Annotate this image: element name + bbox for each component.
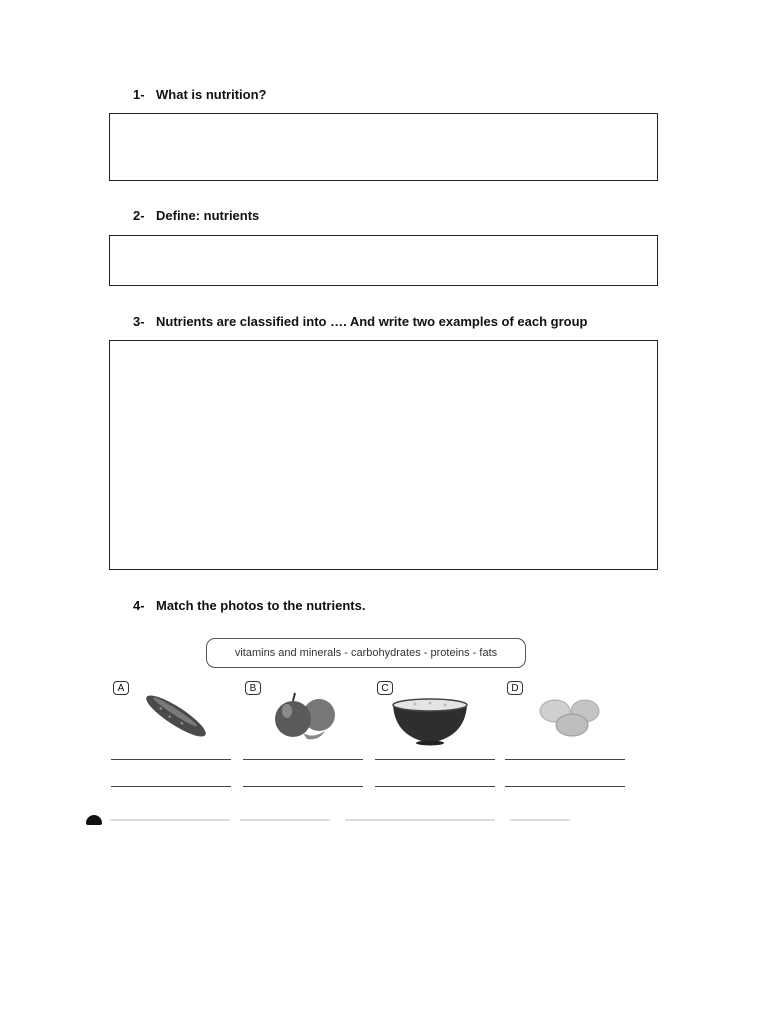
answer-line[interactable]	[111, 759, 231, 760]
bullet-mark	[86, 815, 102, 825]
question-4	[133, 598, 365, 613]
question-number: 4-	[133, 598, 145, 613]
rice-bowl-icon	[375, 683, 495, 749]
answer-line[interactable]	[111, 786, 231, 787]
answer-line[interactable]	[375, 786, 495, 787]
match-item-b	[243, 681, 365, 791]
answer-box-3[interactable]	[109, 340, 658, 570]
eggs-icon	[505, 683, 625, 749]
answer-line[interactable]	[505, 786, 625, 787]
match-item-a	[111, 681, 233, 791]
apples-icon	[243, 683, 363, 749]
cucumber-icon	[111, 683, 231, 749]
match-item-d	[505, 681, 627, 791]
question-number: 2-	[133, 208, 145, 223]
answer-box-1[interactable]	[109, 113, 658, 181]
answer-box-2[interactable]	[109, 235, 658, 286]
answer-line[interactable]	[243, 759, 363, 760]
answer-line[interactable]	[505, 759, 625, 760]
item-letter: D	[507, 681, 523, 695]
question-2	[133, 208, 259, 223]
question-text: Match the photos to the nutrients.	[156, 598, 366, 613]
item-letter: A	[113, 681, 129, 695]
question-number: 1-	[133, 87, 145, 102]
faint-line	[345, 819, 495, 821]
answer-line[interactable]	[375, 759, 495, 760]
question-number: 3-	[133, 314, 145, 329]
match-item-c	[375, 681, 497, 791]
question-text: Define: nutrients	[156, 208, 260, 223]
question-3	[133, 314, 588, 329]
answer-line[interactable]	[243, 786, 363, 787]
question-text: Nutrients are classified into …. And write two examples of each group	[156, 314, 588, 329]
question-text: What is nutrition?	[156, 87, 267, 102]
faint-line	[510, 819, 570, 821]
item-letter: C	[377, 681, 393, 695]
item-letter: B	[245, 681, 261, 695]
faint-line	[240, 819, 330, 821]
faint-line	[110, 819, 230, 821]
question-1	[133, 87, 266, 102]
word-bank: vitamins and minerals - carbohydrates - proteins - fats	[206, 638, 526, 668]
